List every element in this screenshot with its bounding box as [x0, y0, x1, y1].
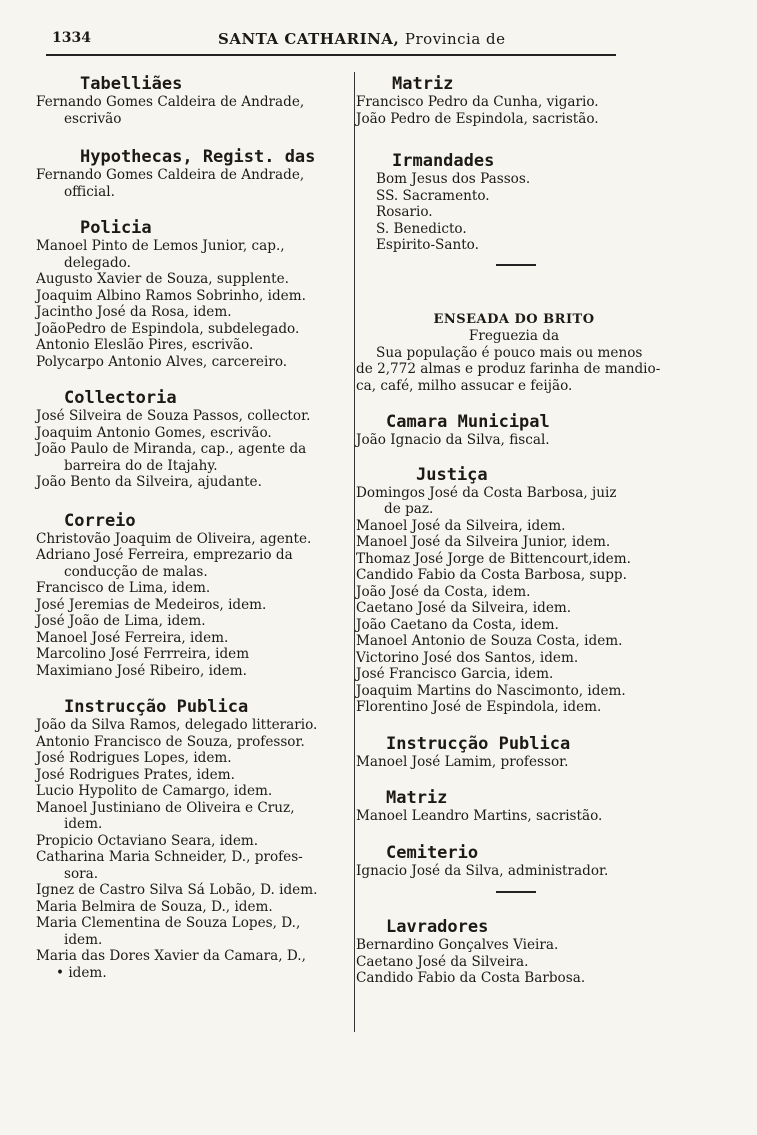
parish-subtitle: Freguezia da [468, 328, 560, 344]
entry-line: Joaquim Antonio Gomes, escrivão. [36, 424, 272, 441]
entry-line: José Silveira de Souza Passos, collector. [36, 408, 311, 424]
section-heading: Hypothecas, Regist. das [80, 147, 316, 167]
section-matriz-brito [356, 788, 672, 825]
entry-line: Domingos José da Costa Barbosa, juiz [356, 484, 617, 501]
section-heading: Lavradores [386, 917, 489, 937]
entry-line: Francisco Pedro da Cunha, vigario. [356, 94, 599, 110]
entry-line: Manoel Justiniano de Oliveira e Cruz, [36, 799, 295, 816]
entry-line: Adriano José Ferreira, emprezario da [36, 547, 293, 563]
right-column [356, 72, 672, 987]
entry-line: Manoel José Ferreira, idem. [36, 629, 229, 646]
entry-line: João Paulo de Miranda, cap., agente da [36, 441, 307, 457]
entry-line: Maria das Dores Xavier da Camara, D., [36, 948, 306, 964]
entry-line: Antonio Eleslão Pires, escrivão. [36, 337, 254, 353]
column-divider [354, 72, 355, 1032]
section-hypothecas [36, 147, 350, 200]
section-instruccao-publica-brito [356, 734, 672, 771]
entry-line: Marcolino José Ferrreira, idem [36, 646, 250, 662]
entry-line: Manoel Pinto de Lemos Junior, cap., [36, 238, 285, 254]
entry-line: official. [64, 183, 115, 200]
entry-line: Lucio Hypolito de Camargo, idem. [36, 783, 273, 799]
page-number: 1334 [52, 30, 91, 46]
entry-line: José Jeremias de Medeiros, idem. [36, 596, 267, 613]
entry-line: idem. [64, 816, 103, 832]
section-heading: Instrucção Publica [64, 697, 249, 717]
entry-line: Bom Jesus dos Passos. [376, 171, 531, 187]
entry-line: Candido Fabio da Costa Barbosa, supp. [356, 567, 627, 583]
entry-line: João Pedro de Espindola, sacristão. [356, 110, 599, 127]
section-heading: Matriz [386, 788, 448, 808]
section-correio [36, 511, 350, 680]
entry-line: Augusto Xavier de Souza, supplente. [36, 271, 289, 287]
entry-line: JoãoPedro de Espindola, subdelegado. [36, 320, 300, 337]
section-heading: Justiça [416, 464, 488, 485]
section-policia [36, 218, 350, 370]
description-line: ca, café, milho assucar e feijão. [356, 377, 573, 394]
entry-line: Polycarpo Antonio Alves, carcereiro. [36, 353, 288, 370]
section-heading: Cemiterio [386, 842, 479, 863]
entry-line: Bernardino Gonçalves Vieira. [356, 937, 559, 953]
entry-line: Manoel Leandro Martins, sacristão. [356, 808, 603, 824]
section-instruccao-publica [36, 697, 350, 981]
entry-line: delegado. [64, 254, 131, 271]
entry-line: Maximiano José Ribeiro, idem. [36, 662, 247, 679]
entry-line: Caetano José da Silveira. [356, 953, 529, 970]
entry-line: Ignez de Castro Silva Sá Lobão, D. idem. [36, 882, 318, 898]
section-divider [496, 891, 536, 893]
entry-line: barreira do de Itajahy. [64, 457, 218, 474]
entry-line: João Caetano da Costa, idem. [356, 616, 559, 633]
entry-line: João Bento da Silveira, ajudante. [36, 474, 262, 490]
entry-line: Manoel José da Silveira, idem. [356, 517, 566, 534]
entry-line: Maria Belmira de Souza, D., idem. [36, 898, 273, 915]
entry-line: João Ignacio da Silva, fiscal. [356, 432, 550, 448]
entry-line: Francisco de Lima, idem. [36, 580, 211, 596]
entry-line: Antonio Francisco de Souza, professor. [36, 733, 305, 750]
section-heading: Irmandades [392, 151, 495, 171]
entry-line: Maria Clementina de Souza Lopes, D., [36, 915, 301, 931]
entry-line: Candido Fabio da Costa Barbosa. [356, 970, 586, 986]
page-header [52, 30, 612, 48]
entry-line: Propicio Octaviano Seara, idem. [36, 832, 259, 849]
section-cemiterio [356, 843, 672, 894]
entry-line: Joaquim Martins do Nascimonto, idem. [356, 682, 626, 699]
section-heading: Matriz [392, 74, 454, 94]
section-collectoria [36, 388, 350, 491]
entry-line: S. Benedicto. [376, 220, 467, 237]
entry-line: Jacintho José da Rosa, idem. [36, 304, 232, 320]
entry-line: Christovão Joaquim de Oliveira, agente. [36, 530, 312, 547]
entry-line: SS. Sacramento. [376, 187, 490, 204]
entry-line: Joaquim Albino Ramos Sobrinho, idem. [36, 287, 306, 304]
section-matriz [356, 74, 672, 127]
section-camara-municipal [356, 412, 672, 449]
section-divider [496, 264, 536, 266]
section-lavradores [356, 917, 672, 987]
section-heading: Instrucção Publica [386, 733, 571, 754]
entry-line: José Francisco Garcia, idem. [356, 666, 554, 682]
entry-line: Florentino José de Espindola, idem. [356, 699, 602, 715]
entry-line: José Rodrigues Prates, idem. [36, 766, 235, 783]
entry-line: Fernando Gomes Caldeira de Andrade, [36, 167, 305, 183]
entry-line: Victorino José dos Santos, idem. [356, 649, 579, 666]
entry-line: José João de Lima, idem. [36, 613, 206, 629]
entry-line: Manoel Antonio de Souza Costa, idem. [356, 633, 623, 649]
section-enseada-do-brito [356, 312, 672, 395]
entry-line: Thomaz José Jorge de Bittencourt,idem. [356, 550, 631, 567]
description-line: Sua população é pouco mais ou menos [376, 344, 643, 361]
entry-line: João da Silva Ramos, delegado litterario. [36, 717, 318, 733]
section-irmandades [356, 151, 672, 266]
section-heading: Collectoria [64, 388, 177, 408]
entry-line: Manoel José da Silveira Junior, idem. [356, 534, 611, 550]
entry-line: escrivão [64, 110, 122, 127]
page-subtitle: Provincia de [404, 30, 506, 48]
entry-line: Rosario. [376, 204, 433, 220]
entry-line: idem. [64, 931, 103, 948]
page-title: SANTA CATHARINA, Provincia de [218, 30, 506, 48]
section-justica [356, 465, 672, 716]
entry-line: • idem. [56, 964, 107, 981]
section-heading: Correio [64, 510, 136, 531]
entry-line: sora. [64, 865, 99, 882]
entry-line: Catharina Maria Schneider, D., profes- [36, 849, 303, 865]
section-heading: Tabelliães [80, 74, 183, 94]
entry-line: Caetano José da Silveira, idem. [356, 600, 572, 616]
section-heading: Policia [80, 218, 152, 238]
entry-line: conducção de malas. [64, 563, 208, 580]
entry-line: José Rodrigues Lopes, idem. [36, 750, 232, 766]
section-heading: Camara Municipal [386, 412, 550, 432]
description-line: de 2,772 almas e produz farinha de mandio- [356, 361, 661, 377]
entry-line: Espirito-Santo. [376, 237, 479, 253]
parish-title: ENSEADA DO BRITO [433, 311, 595, 327]
header-rule [46, 54, 616, 56]
entry-line: João José da Costa, idem. [356, 583, 531, 600]
entry-line: Manoel José Lamim, professor. [356, 753, 569, 770]
entry-line: Ignacio José da Silva, administrador. [356, 862, 609, 879]
entry-line: de paz. [384, 501, 434, 517]
entry-line: Fernando Gomes Caldeira de Andrade, [36, 94, 305, 110]
section-tabelliaes [36, 74, 350, 127]
left-column [36, 72, 350, 981]
